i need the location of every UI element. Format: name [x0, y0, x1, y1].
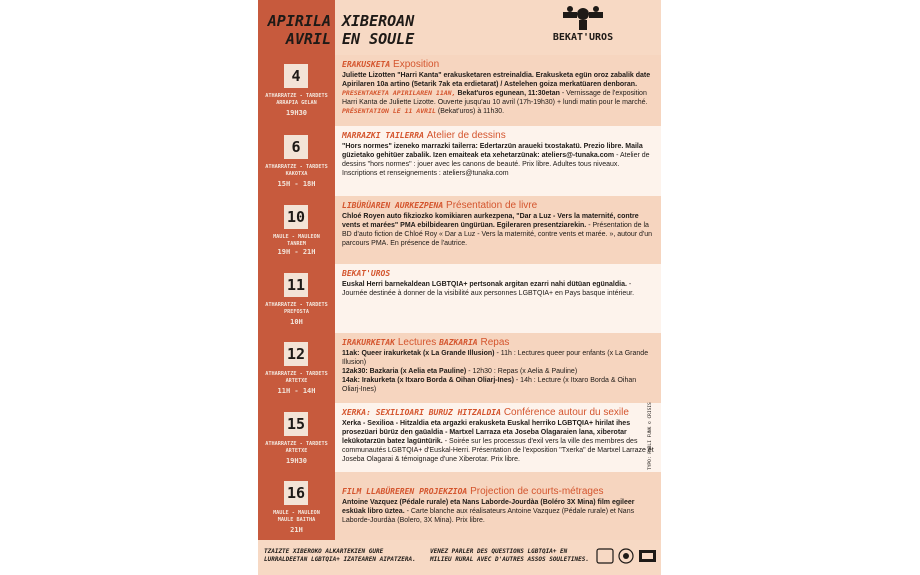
- event-time: 11H - 14H: [277, 387, 316, 395]
- day-number: 11: [284, 273, 308, 297]
- event-title: MARRAZKI TAILERRA Atelier de dessins: [342, 130, 506, 141]
- poster-footer: [258, 540, 661, 575]
- day-number: 4: [284, 64, 308, 88]
- event-content: [342, 200, 656, 248]
- partner-logos-icon: [596, 547, 658, 565]
- region-french: EN SOULE: [342, 30, 415, 48]
- event-row: [258, 403, 661, 472]
- event-content: [342, 59, 656, 116]
- event-time: 19H - 21H: [277, 248, 316, 256]
- day-number: 10: [284, 205, 308, 229]
- event-location: ATHARRATZE - TARDETS KAKOTXA: [265, 164, 328, 177]
- month-block: [258, 0, 335, 55]
- event-description: "Hors normes" izeneko marrazki tailerra: Edertarzün araueki txostakatü. Prezio libre. Maila güzietako gehitüer zabalik. Izen emaiteak eta xehetarzünak: ateliers@-tunaka.com - Atelier de dessins "hors normes" : jouer avec les canons de beauté. Prix libre. Adultes tous niveaux. Inscriptions et renseignements : ateliers@tunaka.com: [342, 143, 650, 177]
- event-title: ERAKUSKETA Exposition: [342, 59, 440, 70]
- event-content: [342, 268, 656, 298]
- event-title: FILM LLABÜREREN PROJEKZIOA Projection de courts-métrages: [342, 486, 604, 497]
- day-number: 6: [284, 135, 308, 159]
- event-row: [258, 55, 661, 126]
- event-row: [258, 196, 661, 264]
- event-schedule-line: 11ak: Queer irakurketak (x La Grande Illusion) - 11h : Lectures queer pour enfants (x La Grande Illusion): [342, 350, 649, 366]
- partner-logos: [596, 547, 658, 565]
- event-description: Xerka - Sexilioa - Hitzaldia eta argazki erakusketa Euskal herriko LGBTQIA+ hirilat ihes prosezüari bürüz den gaüaldia - Martxel Larraza eta Joseba Olagaraien lana, xiberotar lekükotarzün batez lagüntürik. - Soirée sur les processus d'exil vers la ville des membres des communautés LGBTQIA+ d'Euskal-Herri. Présentation de l'exposition "Txerka" de Martxel Larraze et Joseba Olagarai & témoignage d'une Xiberotar. Prix libre.: [342, 420, 654, 463]
- event-time: 10H: [290, 318, 303, 326]
- event-row: [258, 333, 661, 403]
- date-column: [258, 55, 335, 126]
- event-location: MAULE - MAULEON MAULE BAITHA: [273, 510, 320, 523]
- event-description: Antoine Vazquez (Pédale rurale) eta Nans Laborde-Jourdàa (Boléro 3X Mina) film egileer esküak libro üztea. - Carte blanche aux réalisateurs Antoine Vazquez (Pédale rurale) et Nans Laborde-Jourdàa (Bolero, 3X Mina). Prix libre.: [342, 499, 635, 524]
- date-column: [258, 403, 335, 472]
- event-location: MAULE - MAULEON TANREM: [273, 234, 320, 247]
- event-time: 19H30: [285, 457, 308, 465]
- event-description: Euskal Herri barnekaldean LGBTQIA+ pertsonak argitan ezarri nahi dütüan egünaldia. - Journée destinée à donner de la visibilité aux personnes LGBTQIA+ en Pays basque intérieur.: [342, 281, 635, 297]
- month-basque: APIRILA: [267, 12, 331, 30]
- poster: [258, 0, 661, 575]
- event-location: ATHARRATZE - TARDETS ARRAPIA GELAN: [265, 93, 328, 106]
- footer-french: VENEZ PARLER DES QUESTIONS LGBTQIA+ EN MILIEU RURAL AVEC D'AUTRES ASSOS SOULETINES.: [430, 548, 589, 563]
- bekaturos-logo: [548, 6, 618, 50]
- event-location: ATHARRATZE - TARDETS ARTETXE: [265, 371, 328, 384]
- region-block: [342, 12, 414, 48]
- event-title: XERKA: SEXILIOARI BURUZ HITZALDIA Conférence autour du sexile: [342, 407, 629, 418]
- logo-text: BEKAT'UROS: [552, 32, 614, 43]
- event-row: [258, 126, 661, 196]
- day-number: 16: [284, 481, 308, 505]
- event-time: 19H30: [285, 109, 308, 117]
- event-description: Juliette Lizotten "Harri Kanta" erakusketaren estreinaldia. Erakusketa egün oroz zabalik date Apirilaren 10a artino (5etarik 7ak eta erdietarat) / Astelehen goiza merkatüaren denboran. PRESENTAKETA APIRILAREN 11AN, Bekat'uros egunean, 11:30etan - Vernissage de l'exposition Harri Kanta de Juliette Lizotte. Ouverte jusqu'au 10 avril (17h-19h30) + lundi matin pour le marché. PRÉSENTATION LE 11 AVRIL (Bekat'uros) à 11h30.: [342, 72, 651, 115]
- event-content: [342, 130, 656, 178]
- region-basque: XIBEROAN: [342, 12, 415, 30]
- month-french: AVRIL: [285, 30, 331, 48]
- date-column: [258, 333, 335, 403]
- typography-credit: TYPO: PUBLI FUNK © CRISIS: [648, 402, 653, 470]
- event-schedule-line: 14ak: Irakurketa (x Itxaro Borda & Oihan Oliarj-Ines) - 14h : Lecture (x Itxaro Borda & Oihan Oliarj-Ines): [342, 377, 637, 393]
- event-content: [342, 486, 656, 525]
- poster-header: [258, 0, 661, 55]
- day-number: 15: [284, 412, 308, 436]
- event-description: Chloé Royen auto fikziozko komikiaren aurkezpena, "Dar a Luz - Vers la maternité, contre vents et marées" PMA ebilbidearen üngürüan. Egileraren presentziarekin. - Présentation de la BD d'auto fiction de Chloé Roy « Dar a Luz - Vers la maternité, contre vents et marée. », autour d'un parcours PMA. En présence de l'autrice.: [342, 213, 653, 247]
- date-column: [258, 126, 335, 196]
- event-title: BEKAT'UROS: [342, 269, 391, 278]
- event-schedule-line: 12ak30: Bazkaria (x Aelia eta Pauline) - 12h30 : Repas (x Aelia & Pauline): [342, 368, 578, 375]
- date-column: [258, 196, 335, 264]
- event-time: 21H: [290, 526, 303, 534]
- event-title: LIBÜRÜAREN AURKEZPENA Présentation de livre: [342, 200, 538, 211]
- date-column: [258, 472, 335, 540]
- logo-figures-icon: [563, 6, 603, 32]
- event-row: [258, 264, 661, 333]
- event-location: ATHARRATZE - TARDETS PREFOSTA: [265, 302, 328, 315]
- date-column: [258, 264, 335, 333]
- footer-basque: TZAIZTE XIBEROKO ALKARTEKIEN GURE LURRALDEETAN LGBTQIA+ IZATEAREN AIPATZERA.: [264, 548, 416, 563]
- event-row: [258, 472, 661, 540]
- event-time: 15H - 18H: [277, 180, 316, 188]
- event-content: [342, 407, 656, 464]
- day-number: 12: [284, 342, 308, 366]
- event-location: ATHARRATZE - TARDETS ARTETXE: [265, 441, 328, 454]
- event-content: [342, 337, 656, 394]
- event-title: IRAKURKETAK Lectures BAZKARIA Repas: [342, 337, 510, 348]
